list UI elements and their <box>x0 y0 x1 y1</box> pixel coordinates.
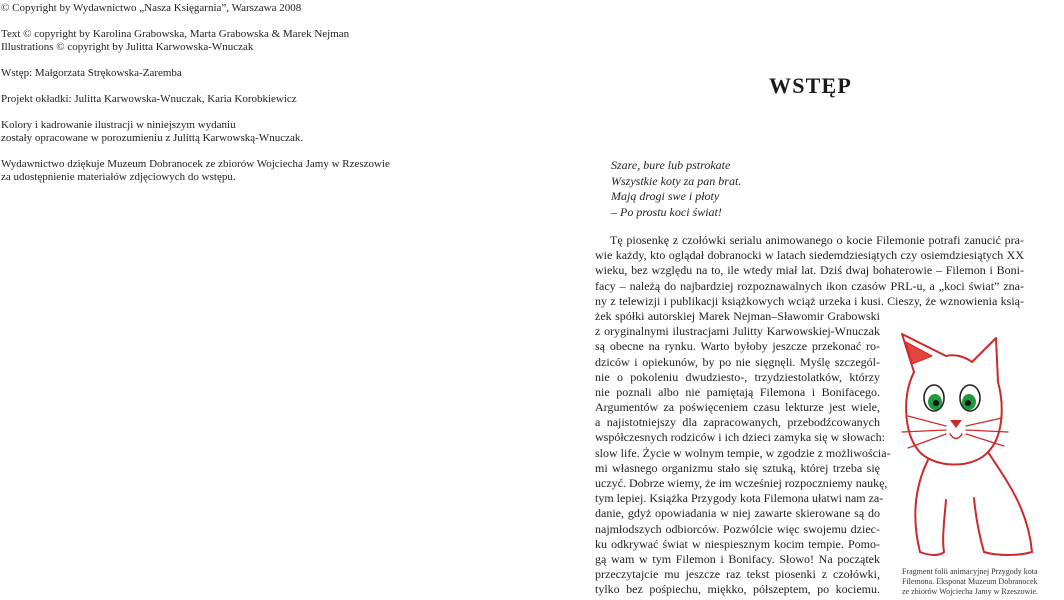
paw-right <box>984 552 1032 555</box>
filemon-cat-drawing <box>888 330 1064 562</box>
text-copyright-line: Text © copyright by Karolina Grabowska, Marta Grabowska & Marek Nejman <box>1 28 350 40</box>
illustrations-copyright-line: Illustrations © copyright by Julitta Karwowska-Wnuczak <box>1 41 254 53</box>
body-line: współczesnych rodziców i ich dzieci zamyka się w słowach: <box>595 430 885 445</box>
body-line: a najistotniejszy dla zapracowanych, przebodźcowanych <box>595 415 880 430</box>
verse-line: Mają drogi swe i płoty <box>611 189 720 203</box>
head-top <box>946 355 972 362</box>
front-leg-left <box>943 500 946 552</box>
body-line: mi własnego organizmu stało się sztuką, której trzeba się <box>595 460 880 475</box>
thanks-line: Wydawnictwo dziękuje Muzeum Dobranocek ze zbiorów Wojciecha Jamy w Rzeszowie <box>1 158 390 170</box>
thanks-block <box>1 158 521 184</box>
body-line: przeczytajcie mu jeszcze raz tekst piosenki z czołówki, <box>595 567 880 582</box>
nose <box>950 420 962 428</box>
body-line: nie o pokoleniu dwudziesto-, trzydziestolatków, którzy <box>595 369 880 384</box>
chapter-heading: WSTĘP <box>769 73 853 98</box>
caption-line: Fragment folii animacyjnej Przygody kota <box>902 567 1038 576</box>
body-line: slow life. Życie w wolnym tempie, w zgodzie z możliwościa- <box>595 445 891 460</box>
body-line: ku odkrywać świat w niespiesznym kocim tempie. Pomo- <box>595 536 880 551</box>
body-line: żek spółki autorskiej Marek Nejman–Sławomir Grabowski <box>595 308 880 323</box>
body-line: tym lepiej. Książka Przygody kota Filemona ułatwi nam za- <box>595 491 884 506</box>
caption-line: Filemona. Eksponat Muzeum Dobranocek <box>902 577 1038 586</box>
body-line: ny z telewizji i publikacji książkowych wciąż urzeka i kusi. Cieszy, że wznowienia ksią- <box>595 293 1024 308</box>
imprint-page <box>1 2 521 197</box>
body-line: gą wam w tym Filemon i Bonifacy. Słowo! Na początek <box>595 551 880 566</box>
body-line: tylko bez pośpiechu, miękko, półszeptem, po kociemu. <box>595 582 880 597</box>
head-outline <box>906 372 1002 465</box>
body-line: wie każdy, kto oglądał dobranocki w latach siedemdziesiątych czy osiemdziesiątych XX <box>595 248 1024 263</box>
caption-line: ze zbiorów Wojciecha Jamy w Rzeszowie. <box>902 587 1039 596</box>
thanks-line: za udostępnienie materiałów zdjęciowych do wstępu. <box>1 171 236 183</box>
verse-line: – Po prostu koci świat! <box>611 204 722 219</box>
song-verse <box>611 158 741 220</box>
illustration-caption <box>902 567 1062 597</box>
verse-line: Wszystkie koty za pan brat. <box>611 173 742 188</box>
credits-block <box>1 28 521 54</box>
colors-block <box>1 119 521 145</box>
copyright-block <box>1 2 521 15</box>
body-line: Argumentów za poświęceniem czasu lekturze jest wiele, <box>595 400 880 415</box>
paw-left <box>920 552 944 555</box>
body-line: najmłodszych odbiorców. Pozwólcie więc swojemu dziec- <box>595 521 880 536</box>
whiskers-left <box>902 416 946 448</box>
foreword-block <box>1 67 521 80</box>
body-left <box>915 460 928 552</box>
eyes <box>924 385 980 411</box>
verse-line: Szare, bure lub pstrokate <box>611 158 731 172</box>
mouth <box>950 434 962 439</box>
body-line: z oryginalnymi ilustracjami Julitty Karwowskiej-Wnuczak <box>595 324 880 339</box>
cat-illustration <box>888 330 1064 562</box>
body-line: danie, gdyż opowiadania w niej zawarte skierowane są do <box>595 506 880 521</box>
copyright-line: © Copyright by Wydawnictwo „Nasza Księgarnia”, Warszawa 2008 <box>1 2 302 14</box>
colors-line: Kolory i kadrowanie ilustracji w niniejszym wydaniu <box>1 119 236 131</box>
body-line: facy – należą do najbardziej rozpoznawalnych ikon czasów PRL-u, a „koci świat” zna- <box>595 278 1024 293</box>
body-line: dziców i opiekunów, by po nie sięgnęli. Myślę szczegól- <box>595 354 880 369</box>
body-line: są obecne na rynku. Warto byłoby jeszcze przekonać ro- <box>595 339 880 354</box>
right-ear <box>972 338 998 382</box>
body-line: Tę piosenkę z czołówki serialu animowanego o kocie Filemonie potrafi zanucić pra- <box>610 233 1024 247</box>
body-right <box>988 452 1032 552</box>
foreword-author-line: Wstęp: Małgorzata Strękowska-Zaremba <box>1 67 182 79</box>
colors-line: zostały opracowane w porozumieniu z Julittą Karwowską-Wnuczak. <box>1 132 304 144</box>
body-line: wieku, bez względu na to, ile wtedy miał lat. Dziś dwaj bohaterowie – Filemon i Boni- <box>595 263 1024 278</box>
cover-design-line: Projekt okładki: Julitta Karwowska-Wnuczak, Karia Korobkiewicz <box>1 93 297 105</box>
body-line: nie poznali albo nie pamiętają Filemona i Bonifacego. <box>595 384 880 399</box>
front-leg-right <box>974 498 984 552</box>
body-line: uczyć. Dobrze wiemy, że im wcześniej rozpoczniemy naukę, <box>595 476 888 490</box>
cover-design-block <box>1 93 521 106</box>
